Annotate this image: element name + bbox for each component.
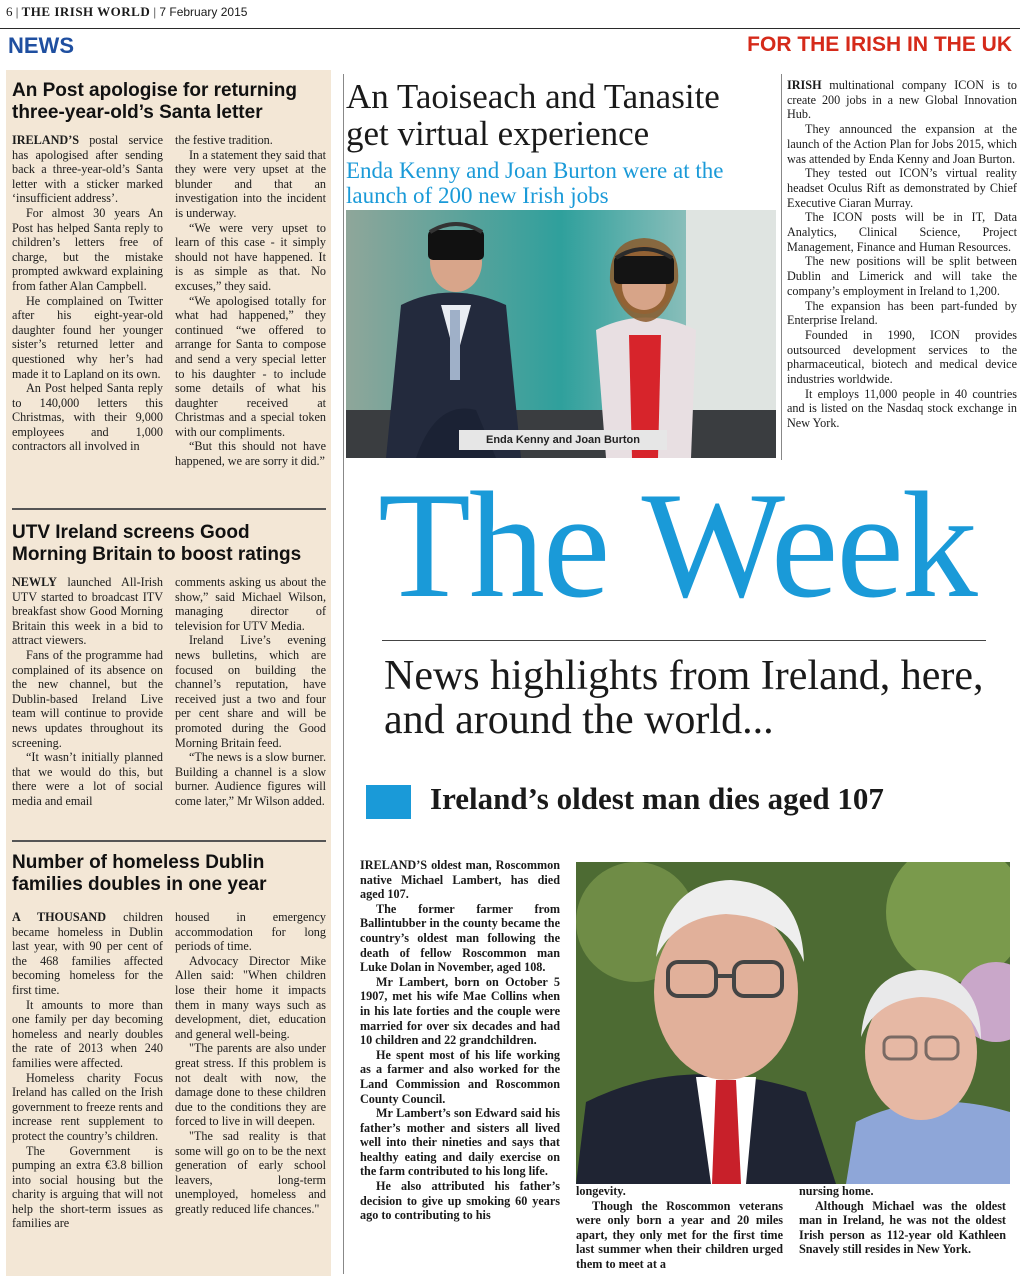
story-column bbox=[12, 575, 163, 809]
paragraph: The ICON posts will be in IT, Data Analytics, Clinical Science, Project Management, Finance and Human Resources. bbox=[787, 210, 1017, 254]
issue-date: 7 February 2015 bbox=[159, 5, 248, 19]
the-week-rule bbox=[382, 640, 986, 641]
paragraph: They announced the expansion at the launch of the Action Plan for Jobs 2015, which was attended by Enda Kenny and Joan Burton. bbox=[787, 122, 1017, 166]
paragraph: An Post helped Santa reply to 140,000 letters this Christmas, with their 9,000 employees and 1,000 contractors all involved in bbox=[12, 381, 163, 454]
elderly-couple-photo bbox=[576, 862, 1010, 1184]
paragraph: Fans of the programme had complained of its absence on the new channel, but the Dublin-based Ireland Live team will continue to provide news updates throughout its screening. bbox=[12, 647, 163, 750]
paragraph: Mr Lambert, born on October 5 1907, met his wife Mae Collins when in his late forties and the couple were married for over six decades and had 10 children and 22 grandchildren. bbox=[360, 974, 560, 1048]
lead-caps: NEWLY bbox=[12, 575, 57, 589]
folio: 6 | THE IRISH WORLD | 7 February 2015 bbox=[6, 4, 248, 19]
story-column bbox=[12, 133, 163, 469]
paragraph: He spent most of his life working as a farmer and also worked for the Land Commission and Roscommon County Council. bbox=[360, 1047, 560, 1106]
page-header bbox=[0, 0, 1020, 28]
paragraph: In a statement they said that they were very upset at the blunder and that an investigation into the incident is underway. bbox=[175, 147, 326, 220]
paper-tagline: FOR THE IRISH IN THE UK bbox=[747, 33, 1012, 56]
paragraph: the festive tradition. bbox=[175, 133, 273, 147]
the-week-title: The Week bbox=[378, 461, 976, 629]
paragraph: For almost 30 years An Post has helped Santa reply to children’s letters free of charge, but the mistake prompted awkward explaining from father Alan Campbell. bbox=[12, 205, 163, 293]
photo-caption: Enda Kenny and Joan Burton bbox=[459, 430, 667, 450]
paragraph: The new positions will be split between Dublin and Limerick and will take the company’s employment in Ireland to 1,200. bbox=[787, 254, 1017, 298]
paragraph: They tested out ICON’s virtual reality headset Oculus Rift as demonstrated by Chief Executive Ciaran Murray. bbox=[787, 166, 1017, 210]
paragraph: “It wasn’t initially planned that we would do this, but there were a lot of social media and email bbox=[12, 750, 163, 808]
paragraph: It amounts to more than one family per day becoming homeless and nearly doubles the rate of 2013 when 240 families were affected. bbox=[12, 997, 163, 1070]
paper-name: THE IRISH WORLD bbox=[21, 4, 151, 19]
story-column bbox=[175, 910, 326, 1231]
paragraph: Advocacy Director Mike Allen said: "When children lose their home it impacts them in many ways such as development, diet, education and general well-being. bbox=[175, 953, 326, 1041]
oldest-man-headline: Ireland’s oldest man dies aged 107 bbox=[430, 781, 884, 816]
story-column bbox=[175, 575, 326, 809]
story-homeless-dublin bbox=[12, 852, 326, 1231]
story-column bbox=[175, 133, 326, 469]
paragraph: The expansion has been part-funded by Enterprise Ireland. bbox=[787, 298, 1017, 328]
section-bar bbox=[0, 28, 1020, 62]
couple-photo-illustration bbox=[576, 862, 1010, 1184]
story-headline: Number of homeless Dublin families doubles in one year bbox=[12, 852, 267, 895]
the-week-subtitle: News highlights from Ireland, here, and around the world... bbox=[384, 653, 984, 743]
paragraph: nursing home. bbox=[799, 1184, 874, 1198]
lead-caps: A THOUSAND bbox=[12, 910, 107, 924]
paragraph: It employs 11,000 people in 40 countries and is listed on the Nasdaq stock exchange in New York. bbox=[787, 386, 1017, 431]
vr-photo-illustration bbox=[346, 210, 776, 458]
paragraph: Though the Roscommon veterans were only born a year and 20 miles apart, they only met for the first time last summer when their children urged them to meet at a bbox=[576, 1198, 783, 1271]
story-headline: UTV Ireland screens Good Morning Britain to boost ratings bbox=[12, 522, 302, 565]
story-headline: An Post apologise for returning three-year-old’s Santa letter bbox=[12, 80, 298, 123]
paragraph: Mr Lambert’s son Edward said his father’s mother and sisters all lived well into their nineties and says that healthy eating and daily exercise on the farm contributed to his long life. bbox=[360, 1106, 560, 1179]
paragraph: He also attributed his father’s decision to give up smoking 60 years ago to contributing to his bbox=[360, 1179, 560, 1223]
story-divider bbox=[12, 840, 326, 842]
paragraph: The Government is pumping an extra €3.8 billion into social housing but the charity is arguing that will not help the short-term issues as families are bbox=[12, 1143, 163, 1231]
story-column bbox=[576, 1184, 783, 1272]
story-column bbox=[799, 1184, 1006, 1257]
paragraph: “The news is a slow burner. Building a channel is a slow burner. Audience figures will come later,” Mr Wilson added. bbox=[175, 750, 326, 808]
paragraph: "The parents are also under great stress. If this problem is not dealt with now, the damage done to these children due to the conditions they are forced to live in will deepen. bbox=[175, 1041, 326, 1129]
vr-headline: An Taoiseach and Tanasite get virtual experience bbox=[346, 77, 720, 153]
paragraph: “We apologised totally for what had happened,” they continued “we offered to arrange for Santa to compose and send a very special letter to his daughter - to include some details of what his daughter received at Christmas and a special token with our compliments. bbox=[175, 293, 326, 439]
lead-caps: IRELAND’S bbox=[12, 133, 80, 147]
story-utv-ireland bbox=[12, 522, 326, 809]
paragraph: longevity. bbox=[576, 1184, 626, 1198]
paragraph: Ireland Live’s evening news bulletins, which are focused on building the channel’s reputation, have received just a two and four per cent share and will be promoted during the Good Morning Britain feed. bbox=[175, 633, 326, 750]
paragraph: comments asking us about the show,” said Michael Wilson, managing director of television for UTV Media. bbox=[175, 575, 326, 633]
paragraph: Founded in 1990, ICON provides outsourced development services to the pharmaceutical, biotech and medical device industries worldwide. bbox=[787, 327, 1017, 387]
paragraph: multinational company ICON is to create 200 jobs in a new Global Innovation Hub. bbox=[787, 78, 1017, 122]
paragraph: “We were very upset to learn of this case - it simply should not have happened. It is as simple as that. No excuses,” they said. bbox=[175, 220, 326, 293]
paragraph: “But this should not have happened, we are sorry it did.” bbox=[175, 439, 326, 469]
column-divider bbox=[781, 74, 782, 460]
page-number: 6 bbox=[6, 4, 13, 19]
lead-caps: IRISH bbox=[787, 78, 822, 92]
paragraph: "The sad reality is that some will go on to be the next generation of early school leavers, long-term unemployed, homeless and greatly reduced life chances." bbox=[175, 1128, 326, 1216]
vr-headset-photo bbox=[346, 210, 776, 458]
headline-marker bbox=[366, 785, 411, 819]
news-sidebar bbox=[6, 70, 331, 1276]
vr-story-heading bbox=[346, 78, 771, 208]
paragraph: housed in emergency accommodation for long periods of time. bbox=[175, 910, 326, 954]
story-column bbox=[12, 910, 163, 1231]
paragraph: IRELAND’S oldest man, Roscommon native Michael Lambert, has died aged 107. bbox=[360, 858, 560, 902]
paragraph: He complained on Twitter after his eight-year-old daughter found her younger sister’s returned letter and questioned why her’s had made it to Lapland on its own. bbox=[12, 293, 163, 381]
paragraph: Homeless charity Focus Ireland has called on the Irish government to freeze rents and increase rent supplement to protect the country’s children. bbox=[12, 1070, 163, 1143]
icon-jobs-story bbox=[787, 78, 1017, 431]
paragraph: launched All-Irish UTV started to broadcast ITV breakfast show Good Morning Britain this week in a bid to attract viewers. bbox=[12, 575, 163, 648]
story-divider bbox=[12, 508, 326, 510]
paragraph: postal service has apologised after sending back a three-year-old’s Santa letter with a sticker marked ‘insufficient address’. bbox=[12, 133, 163, 206]
paragraph: children became homeless in Dublin last year, with 90 per cent of the 468 families affected becoming homeless for the first time. bbox=[12, 910, 164, 997]
column-divider bbox=[343, 74, 344, 1274]
vr-subheadline: Enda Kenny and Joan Burton were at the launch of 200 new Irish jobs bbox=[346, 158, 724, 208]
section-label: NEWS bbox=[8, 33, 74, 58]
paragraph: Although Michael was the oldest man in Ireland, he was not the oldest Irish person as 112-year old Kathleen Snavely still resides in New York. bbox=[799, 1198, 1006, 1257]
paragraph: The former farmer from Ballintubber in the county became the country’s oldest man following the death of fellow Roscommon man Luke Dolan in November, aged 108. bbox=[360, 901, 560, 975]
story-column bbox=[360, 858, 560, 1223]
story-an-post bbox=[12, 80, 326, 469]
